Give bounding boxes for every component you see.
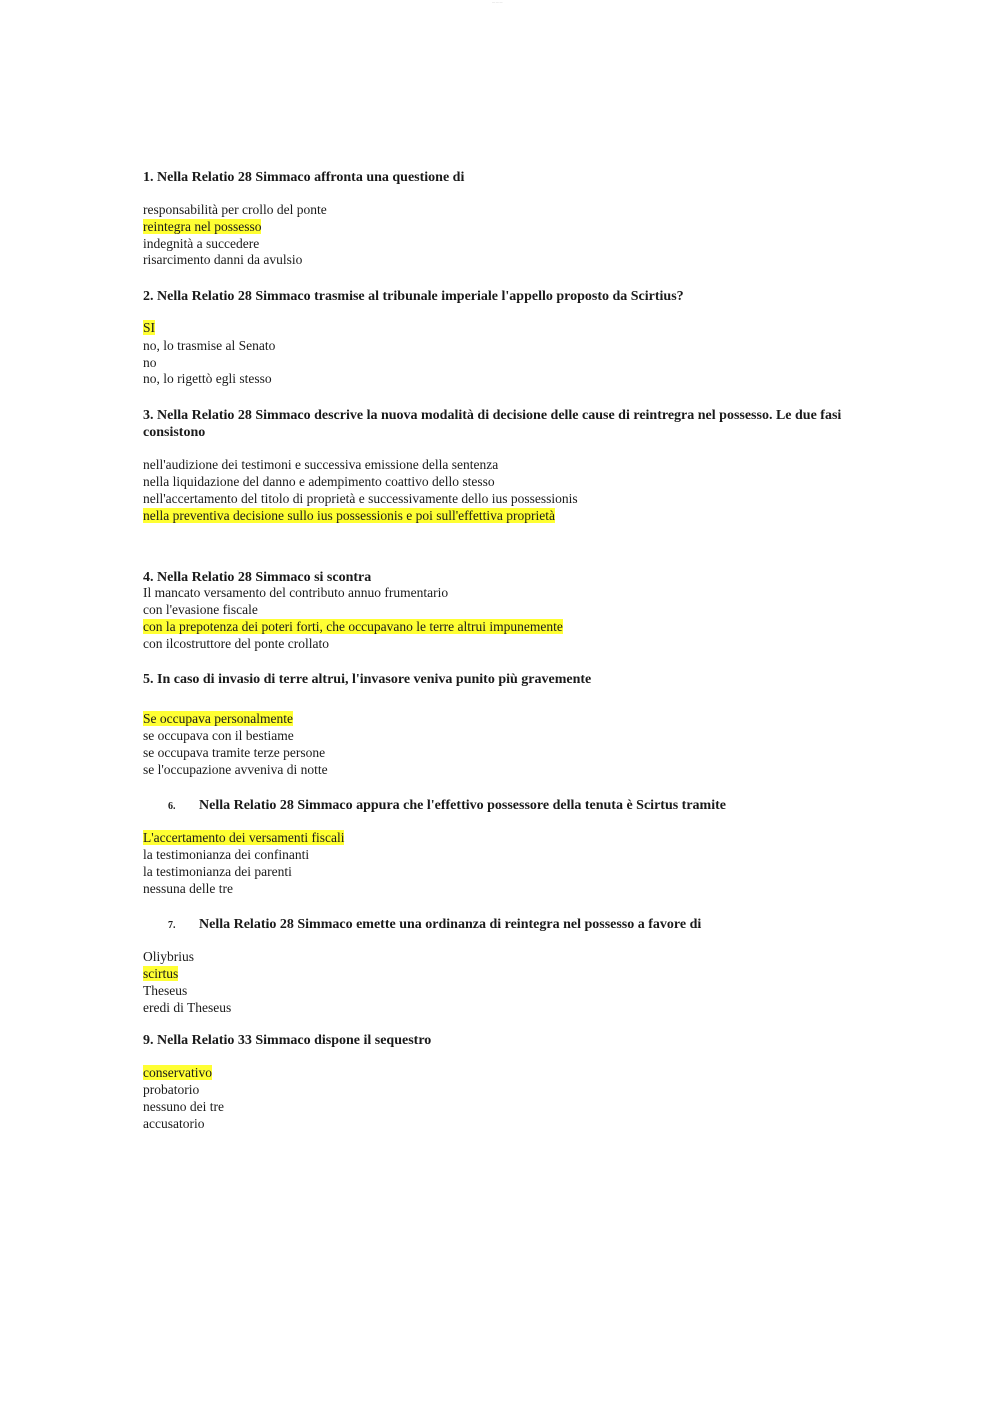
header-mark: — — — bbox=[492, 0, 503, 4]
question-5-option-3: se occupava tramite terze persone bbox=[143, 745, 326, 760]
question-6-option-2: la testimonianza dei confinanti bbox=[143, 847, 310, 862]
question-9-option-4: accusatorio bbox=[143, 1116, 205, 1131]
question-7-number: 7. bbox=[168, 920, 176, 931]
question-1-option-4: risarcimento danni da avulsio bbox=[143, 252, 303, 267]
question-2-option-2: no, lo trasmise al Senato bbox=[143, 338, 276, 353]
question-7-option-3: Theseus bbox=[143, 983, 188, 998]
question-6-text: Nella Relatio 28 Simmaco appura che l'effettivo possessore della tenuta è Scirtus tramite bbox=[199, 798, 726, 813]
question-3-option-3: nell'accertamento del titolo di proprietà e successivamente dello ius possessionis bbox=[143, 491, 578, 506]
question-1-option-3: indegnità a succedere bbox=[143, 236, 260, 251]
question-5-option-4: se l'occupazione avveniva di notte bbox=[143, 762, 328, 777]
question-3-option-2: nella liquidazione del danno e adempimento coattivo dello stesso bbox=[143, 474, 495, 489]
question-1-option-2-answer: reintegra nel possesso bbox=[143, 219, 262, 234]
question-2-option-3: no bbox=[143, 355, 157, 370]
question-4: 4. Nella Relatio 28 Simmaco si scontra bbox=[143, 570, 372, 585]
question-9-option-1-answer: conservativo bbox=[143, 1065, 212, 1080]
question-9-option-3: nessuno dei tre bbox=[143, 1099, 224, 1114]
question-5-option-1-answer: Se occupava personalmente bbox=[143, 711, 293, 726]
question-7 bbox=[168, 916, 701, 934]
question-4-option-2: con l'evasione fiscale bbox=[143, 602, 258, 617]
question-3-option-4-answer: nella preventiva decisione sullo ius possessionis e poi sull'effettiva proprietà bbox=[143, 508, 555, 523]
question-6-option-3: la testimonianza dei parenti bbox=[143, 864, 292, 879]
question-2-option-1-answer: SI bbox=[143, 320, 156, 335]
question-6-option-4: nessuna delle tre bbox=[143, 881, 233, 896]
question-3-option-1: nell'audizione dei testimoni e successiva emissione della sentenza bbox=[143, 457, 499, 472]
question-2-option-4: no, lo rigettò egli stesso bbox=[143, 371, 272, 386]
question-4-option-3-answer: con la prepotenza dei poteri forti, che occupavano le terre altrui impunemente bbox=[143, 619, 563, 634]
question-4-option-4: con ilcostruttore del ponte crollato bbox=[143, 636, 329, 651]
question-5-option-2: se occupava con il bestiame bbox=[143, 728, 294, 743]
question-3: 3. Nella Relatio 28 Simmaco descrive la nuova modalità di decisione delle cause di reintregra nel possesso. Le due fasi consistono bbox=[143, 408, 842, 440]
question-9-option-2: probatorio bbox=[143, 1082, 200, 1097]
question-6-number: 6. bbox=[168, 801, 176, 812]
question-1: 1. Nella Relatio 28 Simmaco affronta una questione di bbox=[143, 170, 465, 185]
question-2: 2. Nella Relatio 28 Simmaco trasmise al tribunale imperiale l'appello proposto da Scirtius? bbox=[143, 289, 684, 304]
question-6-option-1-answer: L'accertamento dei versamenti fiscali bbox=[143, 830, 345, 845]
question-9: 9. Nella Relatio 33 Simmaco dispone il sequestro bbox=[143, 1033, 432, 1048]
question-5: 5. In caso di invasio di terre altrui, l'invasore veniva punito più gravemente bbox=[143, 672, 592, 687]
question-7-option-1: Oliybrius bbox=[143, 949, 195, 964]
question-4-option-1: Il mancato versamento del contributo annuo frumentario bbox=[143, 585, 449, 600]
question-7-option-2-answer: scirtus bbox=[143, 966, 179, 981]
question-7-option-4: eredi di Theseus bbox=[143, 1000, 232, 1015]
question-1-option-1: responsabilità per crollo del ponte bbox=[143, 202, 327, 217]
question-7-text: Nella Relatio 28 Simmaco emette una ordinanza di reintegra nel possesso a favore di bbox=[199, 917, 702, 932]
question-6 bbox=[168, 797, 726, 815]
